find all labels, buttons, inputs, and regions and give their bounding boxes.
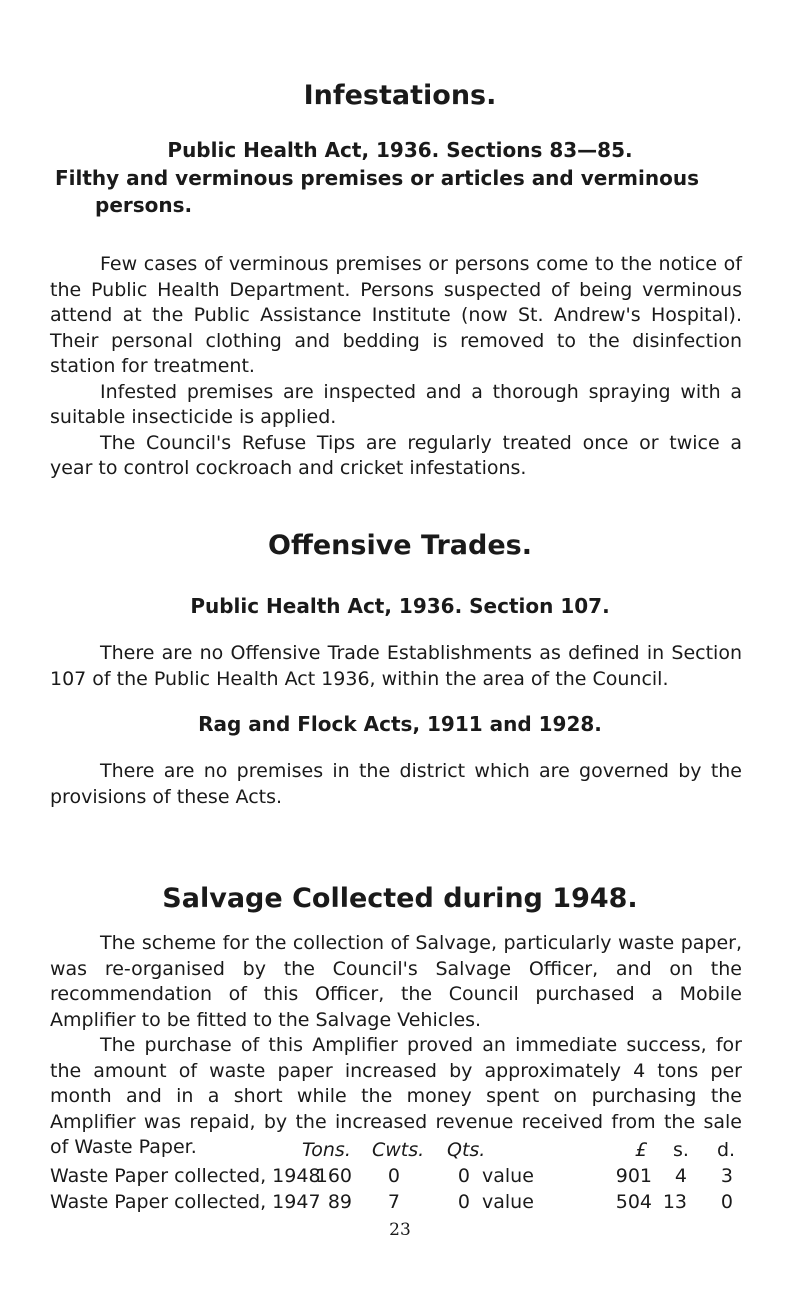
table-row <box>50 1163 744 1189</box>
salvage-body <box>50 931 742 1161</box>
header-pounds: £ <box>635 1139 648 1161</box>
header-tons: Tons. <box>302 1139 351 1161</box>
header-cwts: Cwts. <box>372 1139 425 1161</box>
row-value-label: value <box>482 1191 534 1213</box>
row-value-label: value <box>482 1165 534 1187</box>
offensive-trades-body <box>50 641 742 692</box>
infestations-title: Infestations. <box>303 80 497 111</box>
infestations-para-3: The Council's Refuse Tips are regularly treated once or twice a year to control cockroach and cricket infestations. <box>50 431 742 479</box>
table-row <box>50 1189 744 1215</box>
subheading-line-1: Filthy and verminous premises or articles and verminous <box>55 166 699 190</box>
row-cwts: 0 <box>387 1165 400 1187</box>
row-label: Waste Paper collected, 1947 <box>50 1191 321 1213</box>
infestations-subheading <box>55 165 745 219</box>
rag-flock-body <box>50 759 742 810</box>
salvage-title: Salvage Collected during 1948. <box>162 883 638 914</box>
row-pence: 3 <box>720 1165 733 1187</box>
row-qts: 0 <box>457 1191 470 1213</box>
salvage-para-1: The scheme for the collection of Salvage, particularly waste paper, was re-organised by the Council's Salvage Officer, and on the recommendation of this Officer, the Council purchased a Mobile Amplifier to be fitted to the Salvage Vehicles. <box>50 932 742 1031</box>
offensive-trades-act-heading: Public Health Act, 1936. Section 107. <box>190 594 610 618</box>
row-tons: 160 <box>315 1165 352 1187</box>
row-label: Waste Paper collected, 1948 <box>50 1165 321 1187</box>
row-pence: 0 <box>720 1191 733 1213</box>
row-pounds: 901 <box>615 1165 652 1187</box>
salvage-table <box>50 1137 744 1215</box>
subheading-line-2: persons. <box>95 193 193 217</box>
row-shillings: 4 <box>674 1165 687 1187</box>
rag-flock-para: There are no premises in the district which are governed by the provisions of these Acts. <box>50 760 742 808</box>
infestations-para-1: Few cases of verminous premises or persons come to the notice of the Public Health Department. Persons suspected of being verminous attend at the Public Assistance Institute (now St. Andrew's Hospital). Their personal clothing and bedding is removed to the disinfection station for treatment. <box>50 253 742 377</box>
row-qts: 0 <box>457 1165 470 1187</box>
offensive-trades-title: Offensive Trades. <box>268 530 532 561</box>
header-pence: d. <box>717 1139 736 1161</box>
infestations-act-heading: Public Health Act, 1936. Sections 83—85. <box>167 138 633 162</box>
infestations-para-2: Infested premises are inspected and a thorough spraying with a suitable insecticide is applied. <box>50 380 742 428</box>
row-shillings: 13 <box>662 1191 687 1213</box>
infestations-body <box>50 252 742 482</box>
row-cwts: 7 <box>387 1191 400 1213</box>
header-shillings: s. <box>673 1139 689 1161</box>
salvage-para-2: The purchase of this Amplifier proved an immediate success, for the amount of waste paper increased by approximately 4 tons per month and in a short while the money spent on purchasing the Amplifier was repaid, by the increased revenue received from the sale of Waste Paper. <box>50 1034 742 1158</box>
row-pounds: 504 <box>615 1191 652 1213</box>
header-qts: Qts. <box>447 1139 486 1161</box>
page-number: 23 <box>389 1220 411 1240</box>
offensive-trades-para: There are no Offensive Trade Establishments as defined in Section 107 of the Public Health Act 1936, within the area of the Council. <box>50 642 742 690</box>
row-tons: 89 <box>327 1191 352 1213</box>
salvage-table-header <box>50 1137 744 1163</box>
rag-flock-heading: Rag and Flock Acts, 1911 and 1928. <box>198 712 602 736</box>
